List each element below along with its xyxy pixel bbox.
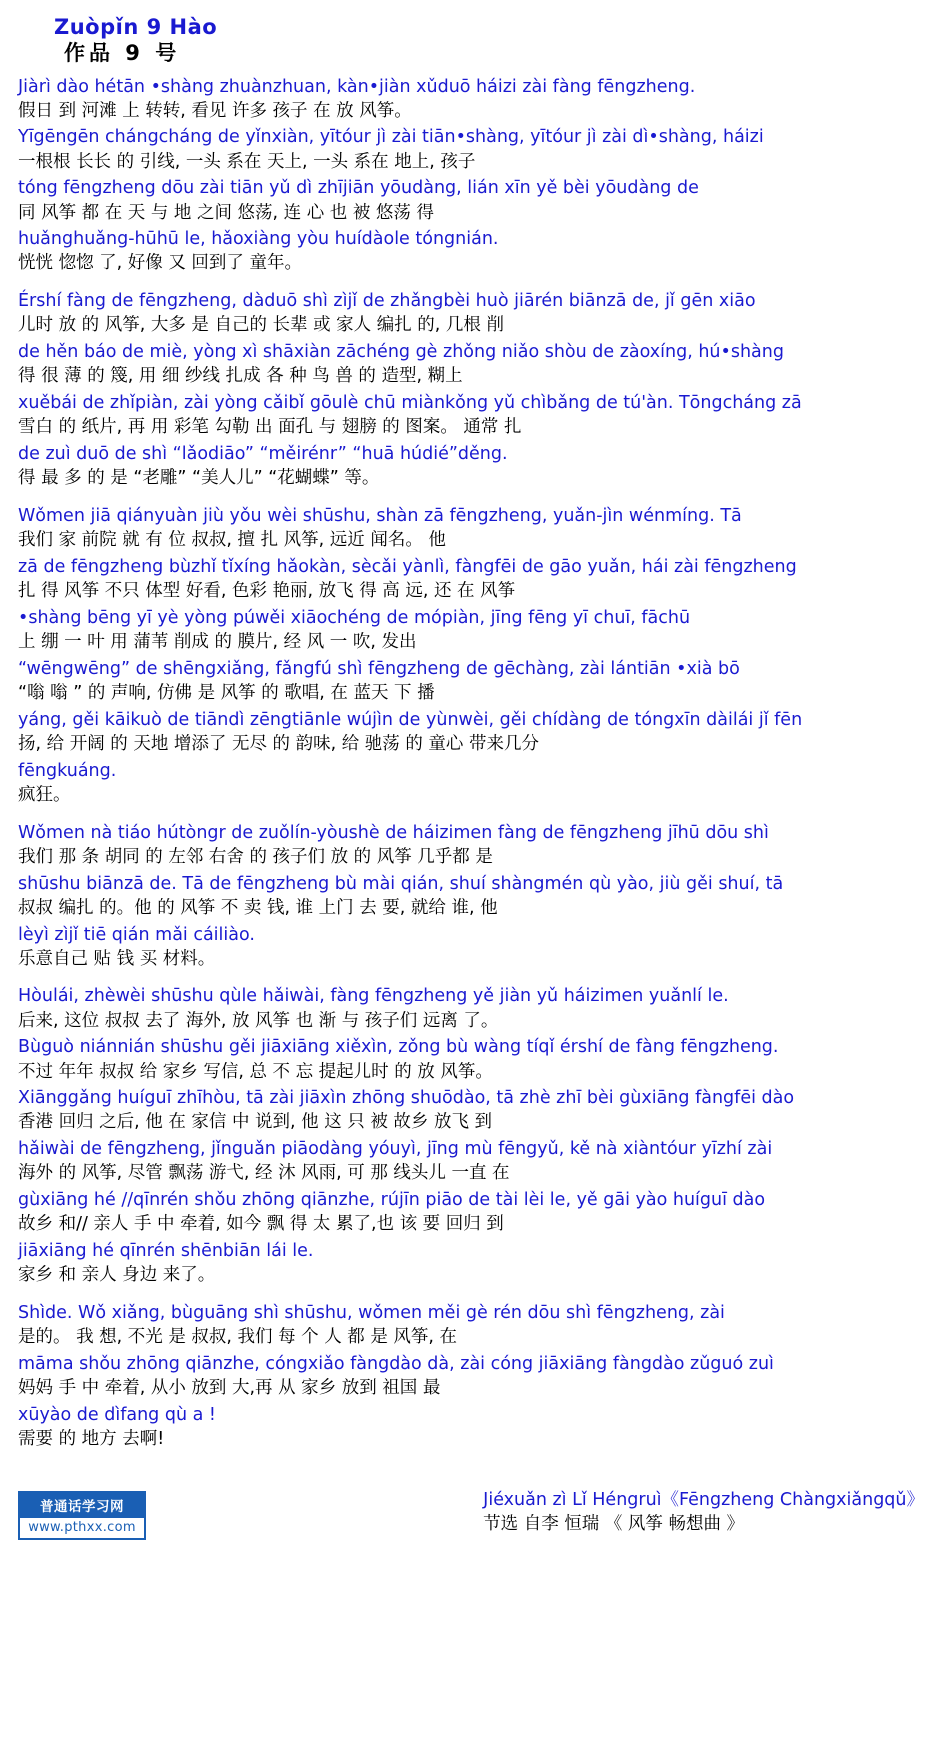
pinyin-line: Hòulái, zhèwèi shūshu qùle hǎiwài, fàng fēngzheng yě jiàn yǔ háizimen yuǎnlí le.	[18, 986, 729, 1007]
hanzi-line: 是的。 我 想, 不光 是 叔叔, 我们 每 个 人 都 是 风筝, 在	[18, 1327, 458, 1348]
hanzi-line: 我们 家 前院 就 有 位 叔叔, 擅 扎 风筝, 远近 闻名。 他	[18, 530, 446, 551]
article-body	[18, 76, 932, 1452]
paragraph	[18, 505, 932, 808]
hanzi-line: 香港 回归 之后, 他 在 家信 中 说到, 他 这 只 被 故乡 放飞 到	[18, 1112, 493, 1133]
pinyin-line: huǎnghuǎng-hūhū le, hǎoxiàng yòu huídàole tóngnián.	[18, 229, 499, 250]
paragraph	[18, 290, 932, 491]
hanzi-line: 不过 年年 叔叔 给 家乡 写信, 总 不 忘 提起儿时 的 放 风筝。	[18, 1061, 493, 1082]
pinyin-line: Bùguò niánnián shūshu gěi jiāxiāng xiěxìn, zǒng bù wàng tíqǐ érshí de fàng fēngzheng.	[18, 1037, 779, 1058]
pinyin-line: de hěn báo de miè, yòng xì shāxiàn zāchéng gè zhǒng niǎo shòu de zàoxíng, hú•shàng	[18, 342, 784, 363]
hanzi-line: 一根根 长长 的 引线, 一头 系在 天上, 一头 系在 地上, 孩子	[18, 151, 476, 172]
hanzi-line: 故乡 和// 亲人 手 中 牵着, 如今 飘 得 太 累了,也 该 要 回归 到	[18, 1214, 504, 1235]
pinyin-line: shūshu biānzā de. Tā de fēngzheng bù mài qián, shuí shàngmén qù yào, jiù gěi shuí, tā	[18, 873, 784, 894]
paragraph	[18, 985, 932, 1288]
pinyin-line: māma shǒu zhōng qiānzhe, cóngxiǎo fàngdào dà, zài cóng jiāxiāng fàngdào zǔguó zuì	[18, 1354, 774, 1375]
pinyin-line: tóng fēngzheng dōu zài tiān yǔ dì zhījiān yōudàng, lián xīn yě bèi yōudàng de	[18, 178, 699, 199]
hanzi-line: 儿时 放 的 风筝, 大多 是 自己的 长辈 或 家人 编扎 的, 几根 削	[18, 315, 504, 336]
hanzi-line: 妈妈 手 中 牵着, 从小 放到 大,再 从 家乡 放到 祖国 最	[18, 1378, 441, 1399]
hanzi-line: 同 风筝 都 在 天 与 地 之间 悠荡, 连 心 也 被 悠荡 得	[18, 202, 434, 223]
pinyin-line: de zuì duō de shì “lǎodiāo” “měirénr” “huā húdié”děng.	[18, 444, 508, 465]
hanzi-line: 需要 的 地方 去啊!	[18, 1429, 165, 1450]
paragraph	[18, 822, 932, 972]
pinyin-line: zā de fēngzheng bùzhǐ tǐxíng hǎokàn, sècǎi yànlì, fàngfēi de gāo yuǎn, hái zài fēngzheng	[18, 556, 797, 577]
pinyin-line: Wǒmen jiā qiányuàn jiù yǒu wèi shūshu, shàn zā fēngzheng, yuǎn-jìn wénmíng. Tā	[18, 506, 742, 527]
hanzi-line: 乐意自己 贴 钱 买 材料。	[18, 948, 216, 969]
pinyin-line: Xiānggǎng huíguī zhīhòu, tā zài jiāxìn zhōng shuōdào, tā zhè zhī bèi gùxiāng fàngfēi dào	[18, 1088, 795, 1109]
source-hanzi: 节选 自李 恒瑞 《 风筝 畅想曲 》	[483, 1514, 745, 1535]
page-title-hanzi: 作品 9 号	[64, 41, 181, 66]
hanzi-line: 后来, 这位 叔叔 去了 海外, 放 风筝 也 渐 与 孩子们 远离 了。	[18, 1010, 499, 1031]
pinyin-line: jiāxiāng hé qīnrén shēnbiān lái le.	[18, 1241, 314, 1262]
paragraph	[18, 1302, 932, 1452]
source-pinyin: Jiéxuǎn zì Lǐ Héngruì《Fēngzheng Chàngxiǎngqǔ》	[483, 1489, 924, 1510]
hanzi-line: 扬, 给 开阔 的 天地 增添了 无尽 的 韵味, 给 驰荡 的 童心 带来几分	[18, 733, 539, 754]
pinyin-line: Yīgēngēn chángcháng de yǐnxiàn, yītóur jì zài tiān•shàng, yītóur jì zài dì•shàng, háizi	[18, 127, 764, 148]
hanzi-line: 扎 得 风筝 不只 体型 好看, 色彩 艳丽, 放飞 得 高 远, 还 在 风筝	[18, 581, 516, 602]
hanzi-line: 叔叔 编扎 的。他 的 风筝 不 卖 钱, 谁 上门 去 要, 就给 谁, 他	[18, 897, 498, 918]
pinyin-line: Wǒmen nà tiáo hútòngr de zuǒlín-yòushè de háizimen fàng de fēngzheng jīhū dōu shì	[18, 822, 769, 843]
pinyin-line: gùxiāng hé //qīnrén shǒu zhōng qiānzhe, rújīn piāo de tài lèi le, yě gāi yào huíguī dào	[18, 1190, 766, 1211]
hanzi-line: 疯狂。	[18, 784, 71, 805]
hanzi-line: 雪白 的 纸片, 再 用 彩笔 勾勒 出 面孔 与 翅膀 的 图案。 通常 扎	[18, 417, 522, 438]
site-stamp	[18, 1491, 146, 1540]
hanzi-line: 假日 到 河滩 上 转转, 看见 许多 孩子 在 放 风筝。	[18, 100, 412, 121]
title-block	[54, 14, 932, 68]
pinyin-line: hǎiwài de fēngzheng, jǐnguǎn piāodàng yóuyì, jīng mù fēngyǔ, kě nà xiàntóur yīzhí zài	[18, 1139, 773, 1160]
pinyin-line: •shàng bēng yī yè yòng púwěi xiāochéng de mópiàn, jīng fēng yī chuī, fāchū	[18, 607, 691, 628]
pinyin-line: “wēngwēng” de shēngxiǎng, fǎngfú shì fēngzheng de gēchàng, zài lántiān •xià bō	[18, 658, 740, 679]
hanzi-line: 我们 那 条 胡同 的 左邻 右舍 的 孩子们 放 的 风筝 几乎都 是	[18, 846, 493, 867]
hanzi-line: 家乡 和 亲人 身边 来了。	[18, 1265, 216, 1286]
hanzi-line: 海外 的 风筝, 尽管 飘荡 游弋, 经 沐 风雨, 可 那 线头儿 一直 在	[18, 1163, 510, 1184]
pinyin-line: lèyì zìjǐ tiē qián mǎi cáiliào.	[18, 924, 255, 945]
hanzi-line: 得 很 薄 的 篾, 用 细 纱线 扎成 各 种 鸟 兽 的 造型, 糊上	[18, 366, 463, 387]
hanzi-line: “嗡 嗡 ” 的 声响, 仿佛 是 风筝 的 歌唱, 在 蓝天 下 播	[18, 682, 435, 703]
pinyin-line: yáng, gěi kāikuò de tiāndì zēngtiānle wújìn de yùnwèi, gěi chídàng de tóngxīn dàilái jǐ fēn	[18, 709, 803, 730]
site-stamp-title: 普通话学习网	[20, 1493, 144, 1518]
paragraph	[18, 76, 932, 277]
source-attribution	[483, 1489, 924, 1540]
page-title-pinyin: Zuòpǐn 9 Hào	[54, 15, 218, 39]
pinyin-line: fēngkuáng.	[18, 760, 117, 781]
pinyin-line: xuěbái de zhǐpiàn, zài yòng cǎibǐ gōulè chū miànkǒng yǔ chìbǎng de tú'àn. Tōngcháng zā	[18, 393, 802, 414]
hanzi-line: 得 最 多 的 是 “老雕” “美人儿” “花蝴蝶” 等。	[18, 468, 380, 489]
footer	[18, 1478, 932, 1540]
pinyin-line: xūyào de dìfang qù a !	[18, 1404, 216, 1425]
pinyin-line: Shìde. Wǒ xiǎng, bùguāng shì shūshu, wǒmen měi gè rén dōu shì fēngzheng, zài	[18, 1303, 725, 1324]
pinyin-line: Jiàrì dào hétān •shàng zhuànzhuan, kàn•jiàn xǔduō háizi zài fàng fēngzheng.	[18, 76, 696, 97]
hanzi-line: 恍恍 惚惚 了, 好像 又 回到了 童年。	[18, 253, 302, 274]
site-stamp-url: www.pthxx.com	[28, 1519, 136, 1535]
pinyin-line: Érshí fàng de fēngzheng, dàduō shì zìjǐ de zhǎngbèi huò jiārén biānzā de, jǐ gēn xiāo	[18, 291, 756, 312]
hanzi-line: 上 绷 一 叶 用 蒲苇 削成 的 膜片, 经 风 一 吹, 发出	[18, 632, 417, 653]
